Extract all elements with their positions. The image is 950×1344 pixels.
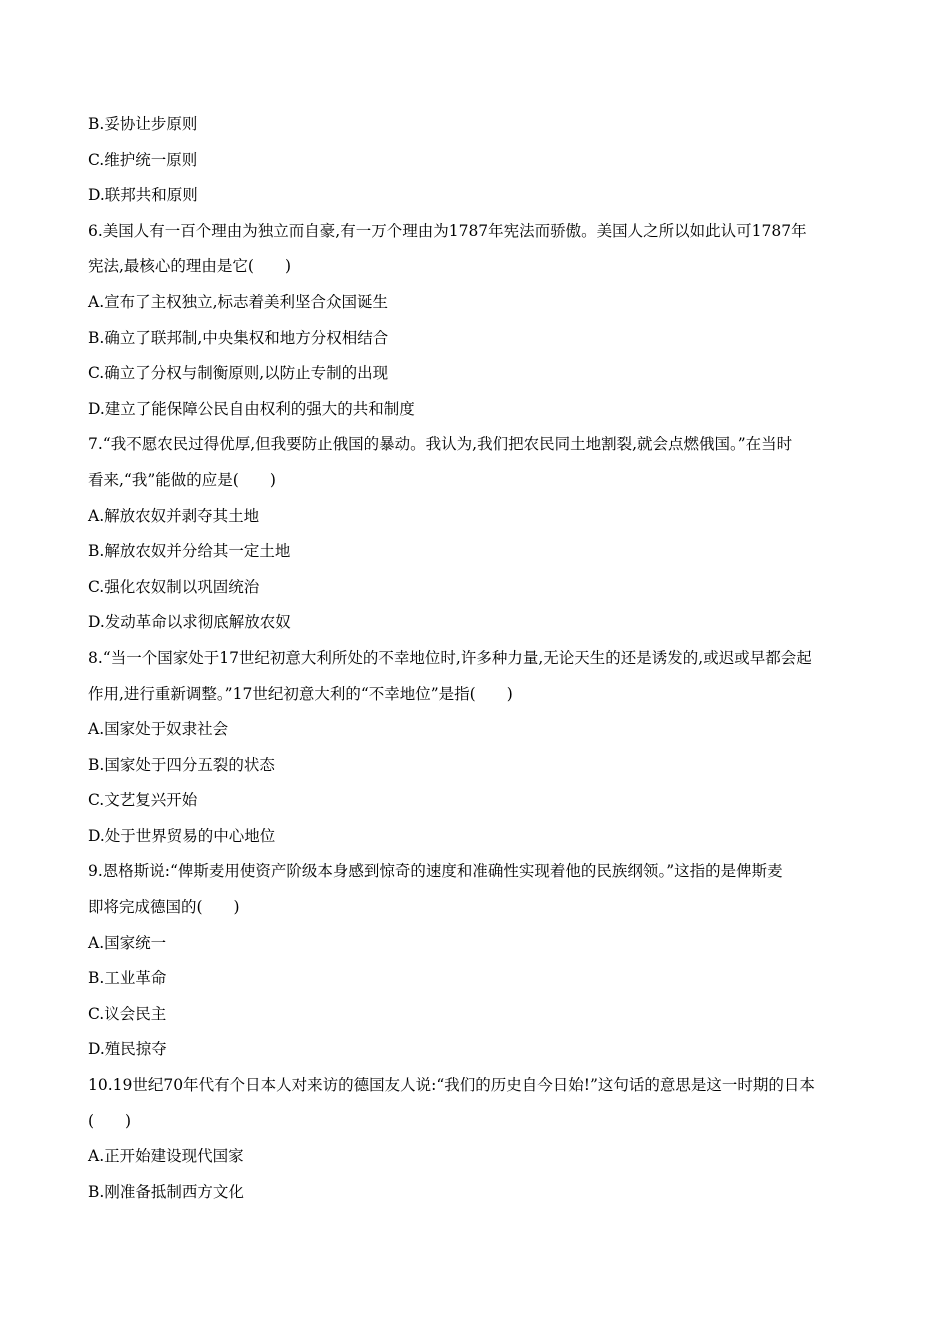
question-7-stem-line-2: 看来,“我”能做的应是( ) [88, 470, 276, 489]
option-10b: B.刚准备抵制西方文化 [88, 1182, 244, 1201]
question-9-stem-line-1: 9.恩格斯说:“俾斯麦用使资产阶级本身感到惊奇的速度和准确性实现着他的民族纲领。”这指的是俾斯麦 [88, 862, 783, 881]
question-10-stem-line-2: ( ) [88, 1111, 132, 1130]
option-6b: B.确立了联邦制,中央集权和地方分权相结合 [88, 328, 389, 347]
option-6d: D.建立了能保障公民自由权利的强大的共和制度 [88, 399, 415, 418]
question-6-stem-line-1: 6.美国人有一百个理由为独立而自豪,有一万个理由为1787年宪法而骄傲。美国人之所以如此认可1787年 [88, 221, 807, 240]
option-7a: A.解放农奴并剥夺其土地 [88, 506, 260, 525]
question-8-stem-line-1: 8.“当一个国家处于17世纪初意大利所处的不幸地位时,许多种力量,无论天生的还是诱发的,或迟或早都会起 [88, 648, 812, 667]
option-5d: D.联邦共和原则 [88, 186, 198, 205]
option-10a: A.正开始建设现代国家 [88, 1147, 244, 1166]
option-9d: D.殖民掠夺 [88, 1040, 167, 1059]
option-7d: D.发动革命以求彻底解放农奴 [88, 613, 291, 632]
question-8-stem-line-2: 作用,进行重新调整。”17世纪初意大利的“不幸地位”是指( ) [88, 684, 513, 703]
option-7b: B.解放农奴并分给其一定土地 [88, 542, 291, 561]
option-8a: A.国家处于奴隶社会 [88, 720, 229, 739]
question-10-stem-line-1: 10.19世纪70年代有个日本人对来访的德国友人说:“我们的历史自今日始!”这句话的意思是这一时期的日本 [88, 1076, 815, 1095]
question-9-stem-line-2: 即将完成德国的( ) [88, 898, 240, 917]
option-9a: A.国家统一 [88, 933, 167, 952]
option-6c: C.确立了分权与制衡原则,以防止专制的出现 [88, 364, 389, 383]
option-6a: A.宣布了主权独立,标志着美利坚合众国诞生 [88, 292, 389, 311]
option-8c: C.文艺复兴开始 [88, 791, 198, 810]
option-8d: D.处于世界贸易的中心地位 [88, 826, 276, 845]
option-5b: B.妥协让步原则 [88, 115, 198, 133]
option-7c: C.强化农奴制以巩固统治 [88, 577, 260, 596]
option-5c: C.维护统一原则 [88, 150, 198, 169]
question-6-stem-line-2: 宪法,最核心的理由是它( ) [88, 257, 292, 276]
option-8b: B.国家处于四分五裂的状态 [88, 755, 275, 774]
question-7-stem-line-1: 7.“我不愿农民过得优厚,但我要防止俄国的暴动。我认为,我们把农民同土地割裂,就会点燃俄国。”在当时 [88, 435, 793, 454]
option-9c: C.议会民主 [88, 1004, 167, 1023]
option-9b: B.工业革命 [88, 969, 167, 988]
